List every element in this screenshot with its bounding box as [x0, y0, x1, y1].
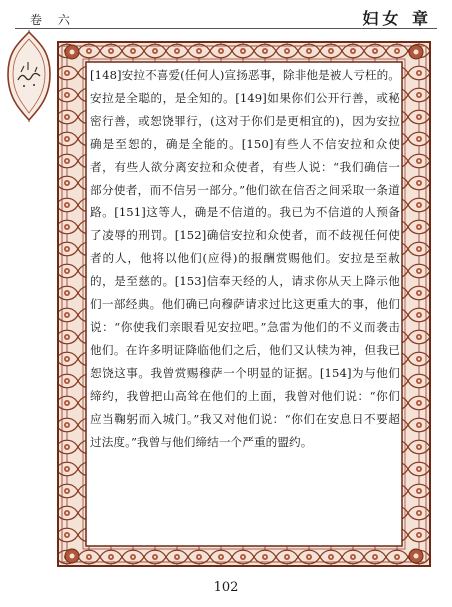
verse-paragraph: [148]安拉不喜爱(任何人)宣扬恶事，除非他是被人亏枉的。安拉是全聪的，是全知的。[149]如果你们公开行善，或秘密行善，或恕饶罪行，(这对于你们是更相宜的)，因为安拉确是至恕的，确是全能的。[150]有些人不信安拉和众使者，有些人欲分离安拉和众使者，有些人说：“我们确信一部分使者，而不信另一部分。”他们欲在信否之间采取一条道路。[151]这等人，确是不信道的。我已为不信道的人预备了凌辱的刑罚。[152]确信安拉和众使者，而不歧视任何使者的人，他将以他们(应得)的报酬赏赐他们。安拉是至赦的，是至慈的。[153]信奉天经的人，请求你从天上降示他们一部经典。他们确已向穆萨请求过比这更重大的事，他们说：“你使我们亲眼看见安拉吧。”急雷为他们的不义而袭击他们。在许多明证降临他们之后，他们又认犊为神，但我已恕饶这事。我曾赏赐穆萨一个明显的证据。[154]为与他们缔约，我曾把山高耸在他们的上面，我曾对他们说：“你们应当鞠躬而入城门。”我又对他们说：“你们在安息日不要超过法度。”我曾与他们缔结一个严重的盟约。 — [90, 68, 400, 449]
arabic-calligraphy-medallion-icon — [4, 30, 54, 122]
header-rule — [15, 28, 437, 29]
sura-title: 妇女 章 — [362, 9, 432, 28]
chapter-label: 卷 六 — [30, 13, 76, 27]
verse-text-block — [90, 64, 400, 552]
page-number: 102 — [213, 580, 239, 595]
